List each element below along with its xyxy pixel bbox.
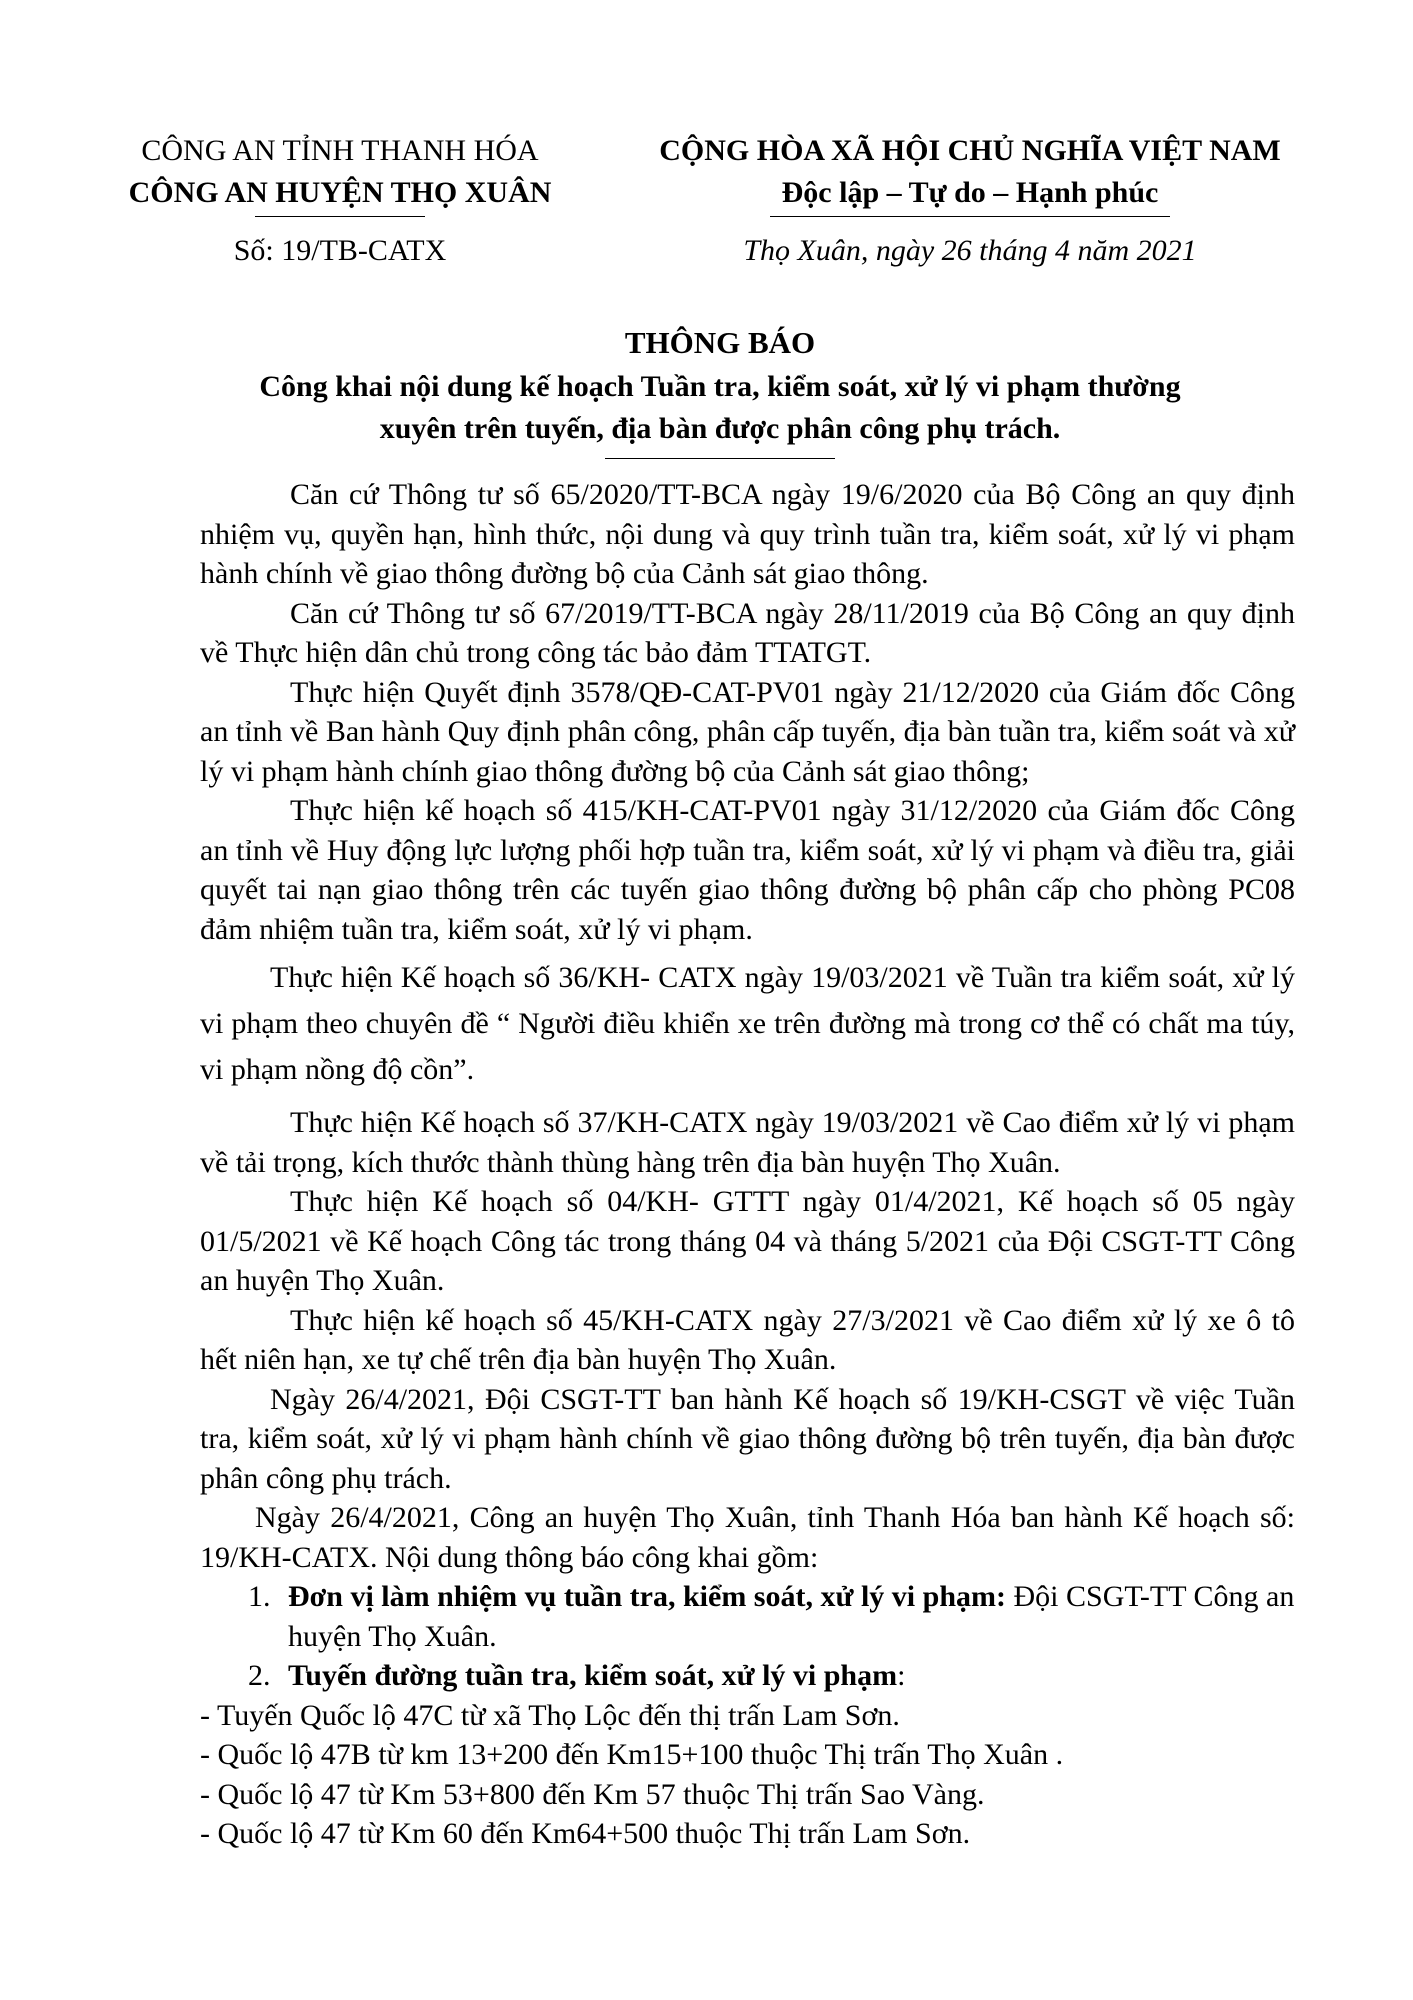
list-item	[200, 1577, 1295, 1656]
paragraph: Thực hiện Kế hoạch số 36/KH- CATX ngày 19/03/2021 về Tuần tra kiểm soát, xử lý vi phạm theo chuyên đề “ Người điều khiển xe trên đường mà trong cơ thể có chất ma túy, vi phạm nồng độ cồn”.	[200, 961, 1295, 1086]
motto: Độc lập – Tự do – Hạnh phúc	[781, 176, 1159, 209]
title-underline	[605, 458, 835, 459]
route-item: - Tuyến Quốc lộ 47C từ xã Thọ Lộc đến thị trấn Lam Sơn.	[200, 1698, 900, 1732]
paragraph: Thực hiện Quyết định 3578/QĐ-CAT-PV01 ngày 21/12/2020 của Giám đốc Công an tỉnh về Ban hành Quy định phân công, phân cấp tuyến, địa bàn tuần tra, kiểm soát và xử lý vi phạm hành chính giao thông đường bộ của Cảnh sát giao thông;	[200, 675, 1295, 788]
document-subtitle-line2: xuyên trên tuyến, địa bàn được phân công phụ trách.	[379, 412, 1061, 445]
paragraph: Căn cứ Thông tư số 65/2020/TT-BCA ngày 19/6/2020 của Bộ Công an quy định nhiệm vụ, quyền hạn, hình thức, nội dung và quy trình tuần tra, kiểm soát, xử lý vi phạm hành chính về giao thông đường bộ của Cảnh sát giao thông.	[200, 478, 1295, 590]
document-title: THÔNG BÁO	[624, 325, 816, 360]
list-number: 2.	[248, 1659, 271, 1692]
paragraph: Ngày 26/4/2021, Đội CSGT-TT ban hành Kế hoạch số 19/KH-CSGT về việc Tuần tra, kiểm soát, xử lý vi phạm hành chính về giao thông đường bộ trên tuyến, địa bàn được phân công phụ trách.	[200, 1382, 1295, 1495]
parent-agency: CÔNG AN TỈNH THANH HÓA	[141, 134, 539, 167]
document-number: Số: 19/TB-CATX	[233, 234, 447, 267]
paragraph: Thực hiện Kế hoạch số 04/KH- GTTT ngày 01/4/2021, Kế hoạch số 05 ngày 01/5/2021 về Kế hoạch Công tác trong tháng 04 và tháng 5/2021 của Đội CSGT-TT Công an huyện Thọ Xuân.	[200, 1185, 1295, 1297]
paragraph: Ngày 26/4/2021, Công an huyện Thọ Xuân, tỉnh Thanh Hóa ban hành Kế hoạch số: 19/KH-CATX. Nội dung thông báo công khai gồm:	[200, 1501, 1295, 1574]
paragraph: Thực hiện kế hoạch số 415/KH-CAT-PV01 ngày 31/12/2020 của Giám đốc Công an tỉnh về Huy động lực lượng phối hợp tuần tra, kiểm soát, xử lý vi phạm và điều tra, giải quyết tai nạn giao thông trên các tuyến giao thông đường bộ phân cấp cho phòng PC08 đảm nhiệm tuần tra, kiểm soát, xử lý vi phạm.	[200, 794, 1295, 946]
document-body	[200, 475, 1295, 1854]
motto-underline	[770, 216, 1170, 217]
title-block	[180, 320, 1260, 459]
agency-underline	[255, 216, 425, 217]
issuing-unit: CÔNG AN HUYỆN THỌ XUÂN	[128, 176, 552, 209]
list-number: 1.	[248, 1580, 271, 1613]
route-item: - Quốc lộ 47B từ km 13+200 đến Km15+100 thuộc Thị trấn Thọ Xuân .	[200, 1738, 1064, 1771]
route-item: - Quốc lộ 47 từ Km 53+800 đến Km 57 thuộc Thị trấn Sao Vàng.	[200, 1777, 985, 1811]
route-item: - Quốc lộ 47 từ Km 60 đến Km64+500 thuộc Thị trấn Lam Sơn.	[200, 1817, 971, 1850]
issuing-agency	[100, 130, 580, 217]
list-text: :	[897, 1659, 906, 1692]
national-motto	[630, 130, 1310, 217]
document-subtitle-line1: Công khai nội dung kế hoạch Tuần tra, kiểm soát, xử lý vi phạm thường	[259, 370, 1181, 403]
list-item	[200, 1656, 1295, 1696]
paragraph: Thực hiện Kế hoạch số 37/KH-CATX ngày 19/03/2021 về Cao điểm xử lý vi phạm về tải trọng, kích thước thành thùng hàng trên địa bàn huyện Thọ Xuân.	[200, 1106, 1295, 1179]
list-heading: Đơn vị làm nhiệm vụ tuần tra, kiểm soát, xử lý vi phạm:	[288, 1580, 1006, 1613]
list-heading: Tuyến đường tuần tra, kiểm soát, xử lý vi phạm	[288, 1659, 898, 1692]
document-date: Thọ Xuân, ngày 26 tháng 4 năm 2021	[743, 234, 1197, 267]
list-text: Đội CSGT-TT Công an huyện Thọ Xuân.	[288, 1580, 1295, 1653]
country-name: CỘNG HÒA XÃ HỘI CHỦ NGHĨA VIỆT NAM	[659, 134, 1281, 167]
paragraph: Thực hiện kế hoạch số 45/KH-CATX ngày 27/3/2021 về Cao điểm xử lý xe ô tô hết niên hạn, xe tự chế trên địa bàn huyện Thọ Xuân.	[200, 1303, 1295, 1376]
paragraph: Căn cứ Thông tư số 67/2019/TT-BCA ngày 28/11/2019 của Bộ Công an quy định về Thực hiện dân chủ trong công tác bảo đảm TTATGT.	[200, 596, 1295, 669]
